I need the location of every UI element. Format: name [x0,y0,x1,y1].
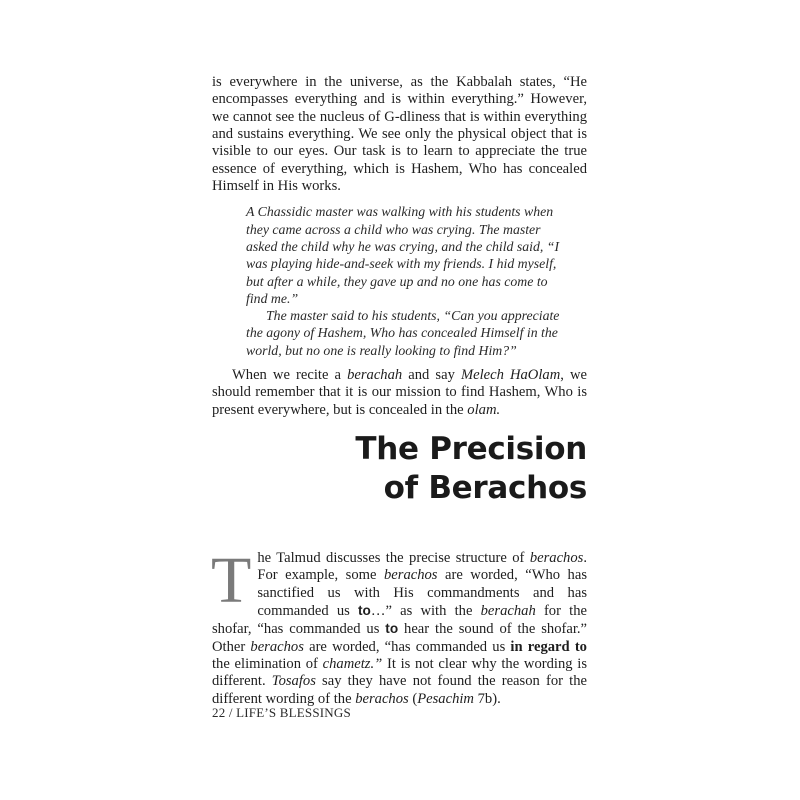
text-run: When we recite a [232,367,348,384]
text-run: 7b). [473,690,501,707]
text-run: . For example, some [257,550,587,584]
text-run: It is not clear why the wording is different. [212,656,588,690]
italic-term: berachos [383,567,438,584]
text-run: are worded, “Who has sanctified us with His commandments and has commanded us [257,567,588,620]
text-run: he Talmud discusses the precise structure of [257,550,530,566]
text-run: hear the sound of the shofar.” Other [212,621,588,655]
anecdote-paragraph-1: A Chassidic master was walking with his students when they came across a child who was crying. The master asked the child why he was crying, and the child said, “I was playing hide-and-seek with my friends. I hid myself, but after a while, they gave up and no one has come to find me.” [246,204,560,306]
italic-term: Pesachim [417,690,474,707]
italic-term: berachah [480,603,536,620]
text-run: , we should remember that it is our mission to find Hashem, Who is present everywhere, but is concealed in the [212,367,587,418]
anecdote-block [246,203,568,359]
paragraph-continuation: is everywhere in the universe, as the Kabbalah states, “He encompasses everything and is within everything.” However, we cannot see the nucleus of G-dliness that is within everything and sustains everything. We see only the physical object that is visible to our eyes. Our task is to learn to appreciate the true essence of everything, which is Hashem, Who has concealed Himself in His works. [212,74,587,195]
italic-term: berachos [529,550,584,566]
italic-term: berachos [355,690,409,707]
text-run: say they have not found the reason for the different wording of the [212,673,587,707]
text-run: …” as with the [370,603,481,620]
text-run: for the shofar, “has commanded us [212,603,587,638]
paragraph-mission [212,367,587,419]
bold-term: to [385,621,399,637]
heading-line-1: The Precision [355,431,587,467]
text-run: ( [408,690,418,707]
anecdote-paragraph-2: The master said to his students, “Can you appreciate the agony of Hashem, Who has concealed Himself in the world, but no one is really looking to find Him?” [246,308,560,358]
bold-term: in regard to [510,638,587,655]
section-heading [212,430,587,508]
italic-term: berachah [347,367,403,384]
section-paragraph [211,544,588,708]
text-run: the elimination of [212,656,323,673]
bold-term: to [358,603,371,619]
italic-term: berachos [250,638,304,655]
italic-term: chametz.” [322,656,383,673]
text-run: are worded, “has commanded us [303,638,511,655]
section-body [211,544,588,708]
drop-cap: T [211,544,252,617]
italic-term: Tosafos [271,673,316,690]
page-body-top [212,74,587,419]
running-footer: 22 / LIFE’S BLESSINGS [212,705,351,720]
text-run: and say [402,367,461,384]
italic-term: olam. [467,401,501,418]
italic-term: Melech HaOlam [460,367,561,384]
heading-line-2: of Berachos [383,470,587,506]
